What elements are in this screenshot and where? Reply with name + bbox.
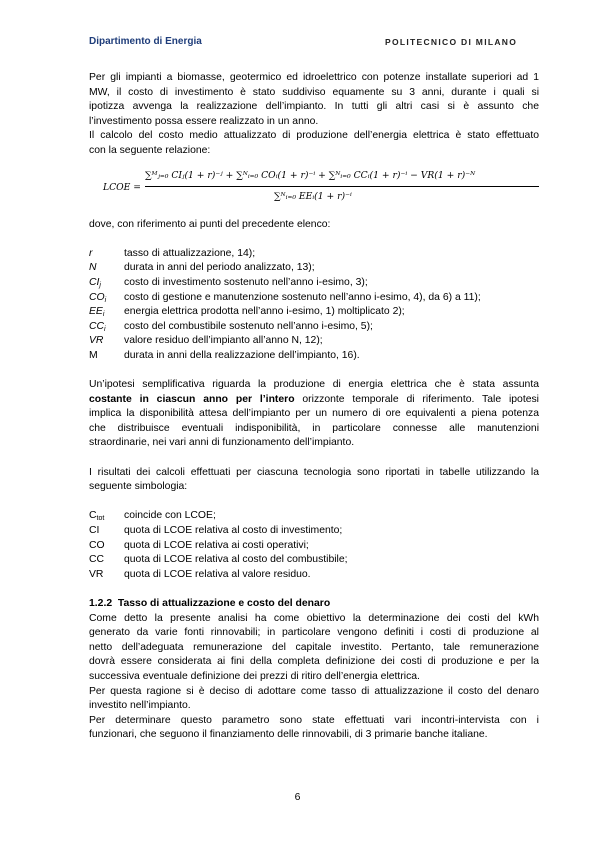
definition-desc: tasso di attualizzazione, 14); [124,247,256,259]
definition-desc: costo del combustibile sostenuto nell’anno i-esimo, 5); [124,320,373,332]
symbol-term-text: C [89,510,97,522]
definition-term [89,349,124,364]
symbol-desc: quota di LCOE relativa al costo di investimento; [124,525,343,537]
definition-term-sub: i [104,296,107,304]
para1-line: Per gli impianti a biomasse, geotermico ed idroelettrico con potenze installate superiori ad 1 [89,72,539,83]
para5-line: successiva eventuale definizione dei prezzi di ritiro dell’energia elettrica. [89,670,420,682]
symbol-term-text: CI [89,525,100,537]
symbol-term [89,553,124,568]
page-number: 6 [294,792,301,803]
formula-denominator: ∑ᴺᵢ₌₀ EEᵢ(1 + r)⁻ⁱ [274,190,352,202]
para3-line: implica la disponibilità attesa dell’impianto per un numero di ore equivalenti a piena potenza [89,408,539,420]
definition-desc: durata in anni del periodo analizzato, 13); [124,262,315,274]
para3-line: che distribuisce eventuali indisponibilità, in particolare connesse alle manutenzioni [89,422,539,434]
symbol-term-text: CC [89,554,105,566]
symbol-row [89,553,539,568]
para5-line: netto dell’adeguata remunerazione del capitale investito. Pertanto, tale remunerazione [89,641,539,653]
para5-line: generato da varie fonti rinnovabili; in particolare vengono definiti i costi di produzione al [89,627,539,639]
symbol-term-sub: tot [96,515,105,523]
header-institution: POLITECNICO DI MILANO [385,37,518,47]
definition-row [89,261,539,276]
para7-line: Per determinare questo parametro sono state effettuati vari incontri-intervista con i [89,714,539,726]
definition-term-text: CC [89,320,105,332]
definition-term [89,305,124,320]
para2-line: con la seguente relazione: [89,144,211,156]
definition-term [89,320,124,335]
symbol-term [89,539,124,554]
definition-desc: valore residuo dell’impianto all’anno N, 12); [124,335,323,347]
symbol-term [89,524,124,539]
symbol-term [89,568,124,583]
definition-desc: energia elettrica prodotta nell’anno i-esimo, 1) moltiplicato 2); [124,306,405,318]
definition-term-text: r [89,247,93,259]
section-heading [89,597,539,612]
symbol-desc: quota di LCOE relativa al costo del combustibile; [124,554,348,566]
para4-line: seguente simbologia: [89,481,188,493]
symbol-term-text: CO [89,539,105,551]
formula-lhs: LCOE = [103,181,141,193]
definition-row [89,320,539,335]
definition-term-text: EE [89,306,103,318]
symbol-row [89,539,539,554]
para1-line: ipotizza avvenga la realizzazione dell’impianto. In tutti gli altri casi si è assunto che [89,101,539,113]
definition-term-text: VR [89,335,104,347]
definition-term-text: CI [89,276,100,288]
para3-rest: orizzonte temporale di riferimento. Tale ipotesi [294,393,539,405]
definition-term-sub: i [104,325,106,333]
para3-line [89,393,539,408]
para1-line: MW, il costo di investimento è stato suddiviso equamente su 3 anni, durante i quali si [89,86,539,98]
definition-desc: costo di investimento sostenuto nell’anno i-esimo, 3); [124,276,368,288]
symbol-desc: quota di LCOE relativa al valore residuo. [124,568,311,580]
definition-term [89,261,124,276]
formula-numerator: ∑ᴹⱼ₌₀ CIⱼ(1 + r)⁻ʲ + ∑ᴺᵢ₌₀ COᵢ(1 + r)⁻ⁱ + ∑ᴺᵢ₌₀ CCᵢ(1 + r)⁻ⁱ − VR(1 + r)⁻ᴺ [145,169,476,181]
lcoe-formula [89,160,539,218]
definition-term [89,276,124,291]
para5-line: dovrà essere considerata ai fini della completa definizione dei costi di produzione e per la [89,656,539,668]
symbol-term [89,509,124,524]
para3-line: straordinarie, nei vari anni di funzionamento dell’impianto. [89,437,355,449]
symbols-list [89,509,539,582]
symbol-desc: coincide con LCOE; [124,510,216,522]
para7-line: funzionari, che seguono il finanziamento delle rinnovabili, di 3 primarie banche italiane. [89,729,488,741]
definition-term [89,334,124,349]
definition-term [89,291,124,306]
header-department: Dipartimento di Energia [89,36,202,47]
definition-desc: costo di gestione e manutenzione sostenuto nell’anno i-esimo, 4), da 6) a 11); [124,291,481,303]
para1-line: l’investimento possa essere realizzato in un anno. [89,115,319,127]
definition-term-text: CO [89,291,105,303]
para5-line: Come detto la presente analisi ha come obiettivo la determinazione dei costi del kWh [89,612,539,624]
definition-term-sub: i [102,311,105,319]
para2-line: Il calcolo del costo medio attualizzato di produzione dell’energia elettrica è stato effettuato [89,130,539,142]
definition-term [89,247,124,262]
definition-term-text: M [89,349,98,361]
para4-line: I risultati dei calcoli effettuati per ciascuna tecnologia sono riportati in tabelle utilizzando la [89,466,539,478]
page-body [89,71,539,743]
para6-line: investito nell’impianto. [89,700,191,712]
definitions-list [89,247,539,364]
definition-row [89,349,539,364]
section-title: Tasso di attualizzazione e costo del denaro [117,598,331,609]
definition-row [89,334,539,349]
definitions-intro: dove, con riferimento ai punti del precedente elenco: [89,218,331,230]
definition-row [89,276,539,291]
fraction-bar [145,186,539,187]
definition-term-text: N [89,262,97,274]
definition-row [89,247,539,262]
para3-bold: costante in ciascun anno per l’intero [89,393,295,405]
definition-row [89,291,539,306]
section-number: 1.2.2 [89,598,113,609]
definition-term-sub: j [99,281,101,289]
symbol-desc: quota di LCOE relativa ai costi operativi; [124,539,309,551]
symbol-row [89,568,539,583]
para3-line: Un’ipotesi semplificativa riguarda la produzione di energia elettrica che è stata assunta [89,379,539,391]
definition-desc: durata in anni della realizzazione dell’impianto, 16). [124,349,360,361]
symbol-term-text: VR [89,568,104,580]
symbol-row [89,509,539,524]
definition-row [89,305,539,320]
symbol-row [89,524,539,539]
para6-line: Per questa ragione si è deciso di adottare come tasso di attualizzazione il costo del denaro [89,685,539,697]
